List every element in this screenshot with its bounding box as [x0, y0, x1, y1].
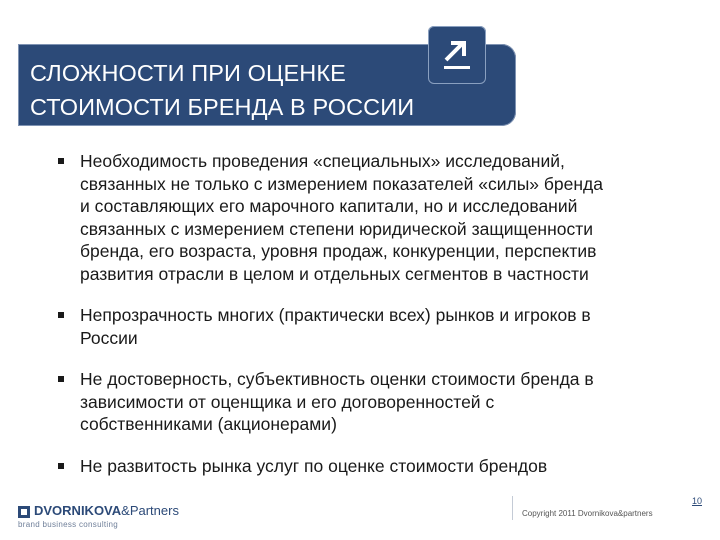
title-line-2: СТОИМОСТИ БРЕНДА В РОССИИ — [30, 94, 415, 120]
list-item — [58, 150, 678, 285]
bullet-square-icon — [58, 376, 64, 382]
bullet-text-line: России — [80, 327, 138, 348]
bullet-text-line: развития отрасли в целом и отдельных сегментов в частности — [80, 263, 589, 284]
bullet-text-line: бренда, его возраста, уровня продаж, конкуренции, перспектив — [80, 241, 597, 261]
bullet-list — [58, 150, 678, 496]
logo-tagline: brand business consulting — [18, 520, 119, 529]
bullet-text-line: Не развитость рынка услуг по оценке стоимости брендов — [80, 455, 548, 476]
list-item — [58, 304, 678, 349]
bullet-text-line: связанных с измерением степени юридической защищенности — [80, 218, 594, 239]
bullet-text-line: Не достоверность, субъективность оценки стоимости бренда в — [80, 369, 594, 389]
bullet-square-icon — [58, 463, 64, 469]
bullet-text-line: собственниками (акционерами) — [80, 414, 337, 434]
title-line-1: СЛОЖНОСТИ ПРИ ОЦЕНКЕ — [30, 60, 346, 86]
footer-divider — [512, 496, 513, 520]
copyright-text: Copyright 2011 Dvornikova&partners — [522, 509, 653, 518]
bullet-square-icon — [58, 312, 64, 318]
list-item — [58, 368, 678, 436]
bullet-text-line: связанных не только с измерением показателей «силы» бренда — [80, 173, 603, 194]
logo-wordmark: DVORNIKOVA&Partners — [34, 503, 179, 518]
bullet-text-line: и составляющих его марочного капитали, но и исследований — [80, 196, 578, 216]
bullet-text-line: Необходимость проведения «специальных» исследований, — [80, 151, 565, 171]
logo-square-icon — [18, 506, 30, 518]
arrow-up-right-icon — [428, 26, 486, 84]
bullet-square-icon — [58, 158, 64, 164]
list-item — [58, 455, 678, 478]
bullet-text-line: Непрозрачность многих (практически всех) рынков и игроков в — [80, 305, 591, 325]
page-number[interactable]: 10 — [692, 496, 703, 506]
bullet-text-line: зависимости от оценщика и его договоренностей с — [80, 391, 495, 412]
